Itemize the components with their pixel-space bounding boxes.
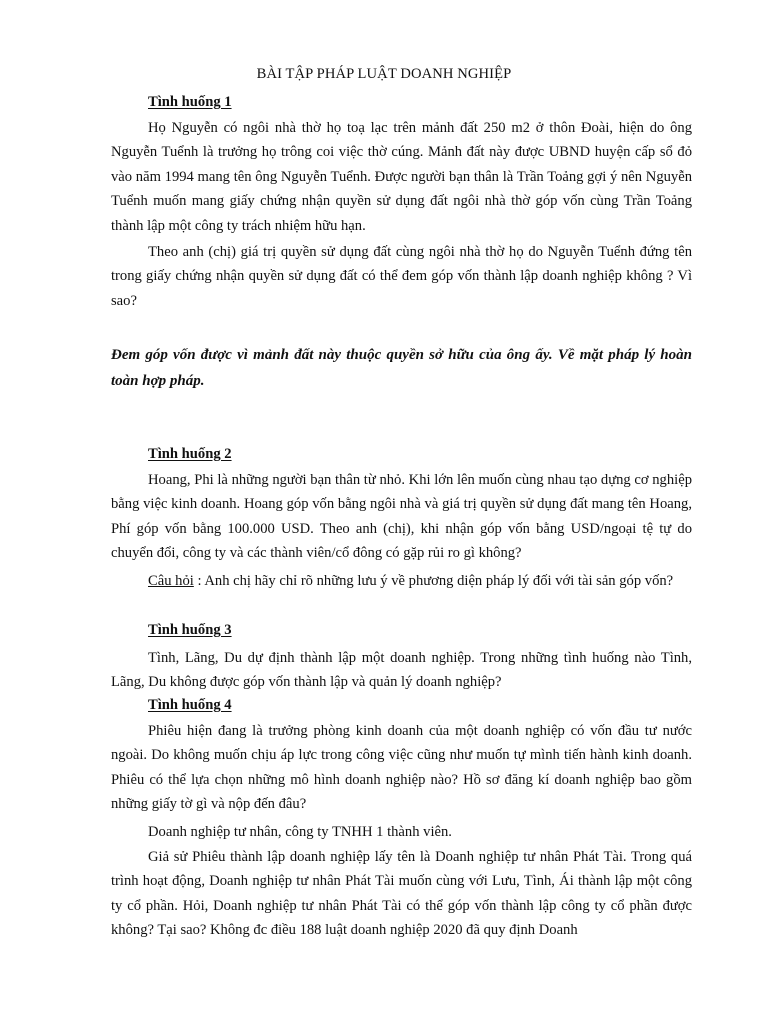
case-3-paragraph-1: Tình, Lãng, Du dự định thành lập một doanh nghiệp. Trong những tình huống nào Tình, Lãng, Du không được góp vốn thành lập và quản lý doanh nghiệp?: [111, 650, 692, 691]
case-3-heading: Tình huống 3: [148, 622, 232, 638]
case-4-paragraph-3: Giả sử Phiêu thành lập doanh nghiệp lấy tên là Doanh nghiệp tư nhân Phát Tài. Trong quá trình hoạt động, Doanh nghiệp tư nhân Phát Tài muốn cùng với Lưu, Tình, Ái thành lập một công ty cổ phần. Hỏi, Doanh nghiệp tư nhân Phát Tài có thể góp vốn thành lập công ty cổ phần được không? Tại sao? Không đc điều 188 luật doanh nghiệp 2020 đã quy định Doanh: [111, 849, 692, 939]
case-2-question: [111, 569, 692, 593]
case-1-heading: Tình huống 1: [148, 94, 232, 110]
document-title: BÀI TẬP PHÁP LUẬT DOANH NGHIỆP: [256, 66, 512, 82]
case-2-heading: Tình huống 2: [148, 446, 232, 462]
case-1-paragraph-2: Theo anh (chị) giá trị quyền sử dụng đất cùng ngôi nhà thờ họ do Nguyễn Tuểnh đứng tên trong giấy chứng nhận quyền sử dụng đất có thể đem góp vốn thành lập doanh nghiệp không ? Vì sao?: [111, 244, 692, 309]
case-2-question-text: : Anh chị hãy chỉ rõ những lưu ý về phương diện pháp lý đối với tài sản góp vốn?: [193, 573, 674, 589]
case-2-question-label: Câu hỏi: [148, 573, 194, 589]
case-2-paragraph-1: Hoang, Phi là những người bạn thân từ nhỏ. Khi lớn lên muốn cùng nhau tạo dựng cơ nghiệp bằng việc kinh doanh. Hoang góp vốn bằng ngôi nhà và giá trị quyền sử dụng đất mang tên Hoang, Phí góp vốn bằng 100.000 USD. Theo anh (chị), khi nhận góp vốn bằng USD/ngoại tệ tự do chuyển đổi, công ty và các thành viên/cổ đông có gặp rủi ro gì không?: [111, 472, 692, 562]
case-4-paragraph-1: Phiêu hiện đang là trưởng phòng kinh doanh của một doanh nghiệp có vốn đầu tư nước ngoài. Do không muốn chịu áp lực trong công việc cũng như muốn tự mình tiến hành kinh doanh. Phiêu có thể lựa chọn những mô hình doanh nghiệp nào? Hồ sơ đăng kí doanh nghiệp bao gồm những giấy tờ gì và nộp đến đâu?: [111, 723, 692, 813]
case-1-answer: Đem góp vốn được vì mảnh đất này thuộc quyền sở hữu của ông ấy. Về mặt pháp lý hoàn toàn hợp pháp.: [111, 347, 692, 389]
case-1-paragraph-1: Họ Nguyễn có ngôi nhà thờ họ toạ lạc trên mảnh đất 250 m2 ở thôn Đoài, hiện do ông Nguyễn Tuểnh là trưởng họ trông coi việc thờ cúng. Mảnh đất này được UBND huyện cấp sổ đỏ vào năm 1994 mang tên ông Nguyễn Tuểnh. Được người bạn thân là Trần Toảng gợi ý nên Nguyễn Tuểnh muốn mang giấy chứng nhận quyền sử dụng đất ngôi nhà thờ góp vốn cùng Trần Toảng thành lập một công ty trách nhiệm hữu hạn.: [111, 120, 692, 234]
case-4-heading: Tình huống 4: [148, 697, 232, 713]
case-4-paragraph-2: Doanh nghiệp tư nhân, công ty TNHH 1 thành viên.: [148, 824, 452, 840]
